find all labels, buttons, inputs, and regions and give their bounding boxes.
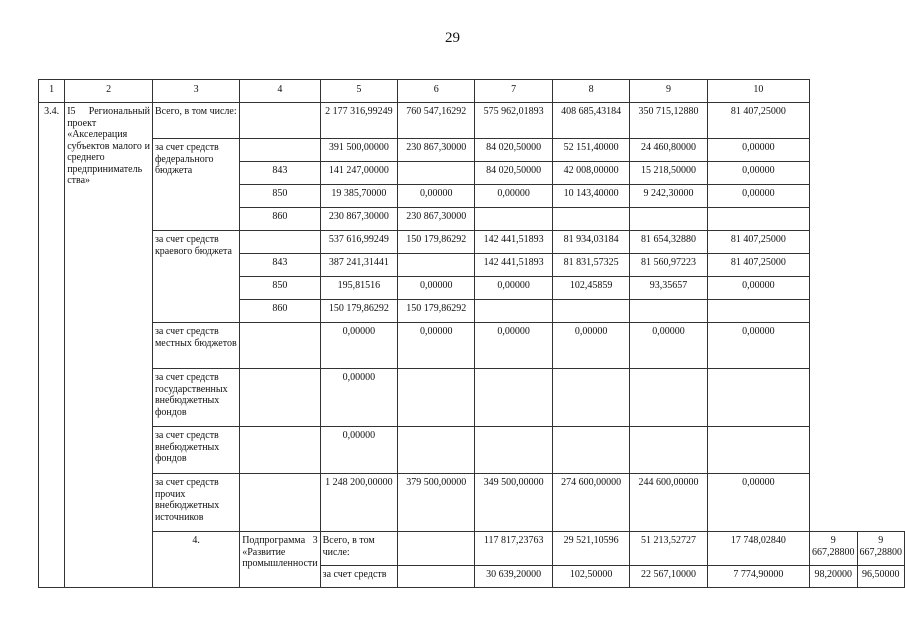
code-cell: 843 [240,254,320,277]
header-cell: 4 [240,80,320,103]
value-cell: 141 247,00000 [320,162,397,185]
table-row [39,369,905,427]
value-cell: 0,00000 [707,474,809,532]
value-cell: 760 547,16292 [398,103,475,139]
value-cell: 0,00000 [707,277,809,300]
source-label: за счет средств местных бюджетов [152,323,239,369]
header-cell: 2 [65,80,153,103]
code-cell: 850 [240,185,320,208]
value-cell [398,254,475,277]
value-cell: 84 020,50000 [475,162,552,185]
value-cell: 150 179,86292 [398,300,475,323]
table-row [39,427,905,474]
value-cell: 81 407,25000 [707,103,809,139]
value-cell: 0,00000 [398,277,475,300]
header-cell: 5 [320,80,397,103]
header-cell: 1 [39,80,65,103]
source-label: за счет средств федерального бюджета [152,139,239,231]
header-cell: 10 [707,80,809,103]
value-cell [552,369,629,427]
value-cell: 0,00000 [320,323,397,369]
value-cell: 575 962,01893 [475,103,552,139]
source-label: за счет средств государственных внебюджетных фондов [152,369,239,427]
value-cell: 81 934,03184 [552,231,629,254]
header-cell: 8 [552,80,629,103]
value-cell: 52 151,40000 [552,139,629,162]
value-cell: 274 600,00000 [552,474,629,532]
value-cell: 96,50000 [857,566,905,588]
value-cell: 0,00000 [630,323,707,369]
code-cell: 860 [240,300,320,323]
value-cell: 9 667,28800 [810,532,858,566]
code-cell [240,369,320,427]
value-cell [552,300,629,323]
row-number: 4. [152,532,239,588]
value-cell: 30 639,20000 [475,566,552,588]
value-cell: 0,00000 [475,277,552,300]
header-cell: 7 [475,80,552,103]
value-cell [475,427,552,474]
value-cell: 0,00000 [320,427,397,474]
value-cell: 117 817,23763 [475,532,552,566]
code-cell: 850 [240,277,320,300]
source-label: за счет средств краевого бюджета [152,231,239,323]
value-cell [475,300,552,323]
value-cell: 0,00000 [707,139,809,162]
value-cell [552,427,629,474]
code-cell [240,103,320,139]
value-cell: 98,20000 [810,566,858,588]
value-cell: 102,50000 [552,566,629,588]
value-cell: 0,00000 [707,185,809,208]
source-label: Всего, в том числе: [320,532,397,566]
value-cell: 0,00000 [398,323,475,369]
header-cell: 9 [630,80,707,103]
code-cell [398,532,475,566]
value-cell: 9 667,28800 [857,532,905,566]
value-cell: 150 179,86292 [398,231,475,254]
value-cell: 81 831,57325 [552,254,629,277]
value-cell: 17 748,02840 [707,532,809,566]
value-cell: 391 500,00000 [320,139,397,162]
value-cell: 142 441,51893 [475,231,552,254]
value-cell: 24 460,80000 [630,139,707,162]
value-cell: 15 218,50000 [630,162,707,185]
value-cell: 2 177 316,99249 [320,103,397,139]
code-cell [240,323,320,369]
value-cell [398,427,475,474]
table-row [39,474,905,532]
source-label: Всего, в том числе: [152,103,239,139]
value-cell: 537 616,99249 [320,231,397,254]
value-cell: 387 241,31441 [320,254,397,277]
header-cell: 3 [152,80,239,103]
code-cell [398,566,475,588]
value-cell: 22 567,10000 [630,566,707,588]
page-number: 29 [445,30,460,46]
value-cell: 0,00000 [398,185,475,208]
value-cell: 0,00000 [475,323,552,369]
value-cell: 244 600,00000 [630,474,707,532]
value-cell [398,162,475,185]
value-cell: 84 020,50000 [475,139,552,162]
value-cell [707,427,809,474]
program-name: Подпрограмма 3 «Развитие промышленности [240,532,320,588]
value-cell: 379 500,00000 [398,474,475,532]
value-cell: 81 654,32880 [630,231,707,254]
value-cell [475,369,552,427]
code-cell: 843 [240,162,320,185]
value-cell: 1 248 200,00000 [320,474,397,532]
value-cell: 150 179,86292 [320,300,397,323]
value-cell: 349 500,00000 [475,474,552,532]
value-cell [707,369,809,427]
value-cell: 29 521,10596 [552,532,629,566]
value-cell: 51 213,52727 [630,532,707,566]
value-cell: 7 774,90000 [707,566,809,588]
table-row [39,139,905,162]
value-cell: 19 385,70000 [320,185,397,208]
source-label: за счет средств [320,566,397,588]
value-cell [630,369,707,427]
value-cell: 0,00000 [552,323,629,369]
value-cell: 81 560,97223 [630,254,707,277]
header-row [39,80,905,103]
value-cell: 230 867,30000 [398,139,475,162]
table-row [39,323,905,369]
value-cell [707,208,809,231]
value-cell: 0,00000 [707,323,809,369]
value-cell: 0,00000 [707,162,809,185]
code-cell [240,427,320,474]
header-cell: 6 [398,80,475,103]
code-cell: 860 [240,208,320,231]
row-number: 3.4. [39,103,65,588]
table-row [39,231,905,254]
budget-table [38,79,905,588]
program-name: I5 Региональный проект «Акселерация субъектов малого и среднего предприниматель ства» [65,103,153,588]
value-cell: 9 242,30000 [630,185,707,208]
source-label: за счет средств прочих внебюджетных источников [152,474,239,532]
value-cell [707,300,809,323]
table-row [39,103,905,139]
value-cell: 81 407,25000 [707,254,809,277]
value-cell: 93,35657 [630,277,707,300]
table-row [39,532,905,566]
code-cell [240,474,320,532]
value-cell [475,208,552,231]
value-cell [398,369,475,427]
value-cell [552,208,629,231]
value-cell: 81 407,25000 [707,231,809,254]
value-cell: 195,81516 [320,277,397,300]
source-label: за счет средств внебюджетных фондов [152,427,239,474]
value-cell: 0,00000 [475,185,552,208]
value-cell: 102,45859 [552,277,629,300]
value-cell: 10 143,40000 [552,185,629,208]
value-cell: 0,00000 [320,369,397,427]
value-cell [630,427,707,474]
value-cell: 350 715,12880 [630,103,707,139]
value-cell: 408 685,43184 [552,103,629,139]
value-cell: 230 867,30000 [320,208,397,231]
value-cell: 142 441,51893 [475,254,552,277]
code-cell [240,139,320,162]
value-cell [630,208,707,231]
value-cell [630,300,707,323]
value-cell: 230 867,30000 [398,208,475,231]
value-cell: 42 008,00000 [552,162,629,185]
code-cell [240,231,320,254]
